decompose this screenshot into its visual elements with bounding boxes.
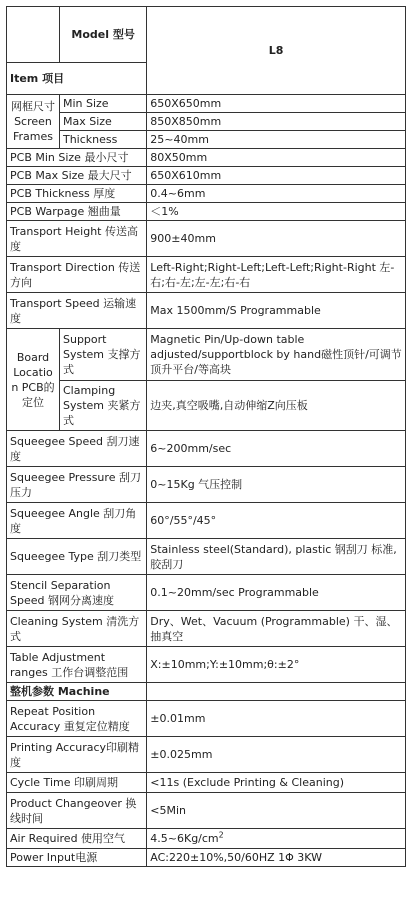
- clamping-system-label: Clamping System 夹紧方式: [59, 381, 146, 431]
- machine-section-empty: [147, 683, 406, 701]
- repeat-accuracy-value: ±0.01mm: [147, 701, 406, 737]
- squeegee-pressure-label: Squeegee Pressure 刮刀压力: [7, 467, 147, 503]
- model-label: Model 型号: [59, 7, 146, 63]
- cleaning-system-label: Cleaning System 清洗方式: [7, 611, 147, 647]
- squeegee-speed-value: 6~200mm/sec: [147, 431, 406, 467]
- screen-frame-min-label: Min Size: [59, 95, 146, 113]
- air-required-superscript: 2: [218, 830, 224, 840]
- cleaning-system-value: Dry、Wet、Vacuum (Programmable) 干、湿、抽真空: [147, 611, 406, 647]
- transport-row: [7, 257, 406, 293]
- air-required-value: 4.5~6Kg/cm: [150, 832, 219, 845]
- pcb-warpage-value: ＜1%: [147, 203, 406, 221]
- squeegee-pressure-value: 0~15Kg 气压控制: [147, 467, 406, 503]
- product-changeover-label: Product Changeover 换线时间: [7, 793, 147, 829]
- squeegee-row: [7, 647, 406, 683]
- board-location-row: [7, 381, 406, 431]
- printing-accuracy-value: ±0.025mm: [147, 737, 406, 773]
- item-label: Item 项目: [7, 63, 147, 95]
- header-corner: [7, 7, 60, 63]
- support-system-label: Support System 支撑方式: [59, 329, 146, 381]
- screen-frame-thickness-label: Thickness: [59, 131, 146, 149]
- screen-frames-label: 网框尺寸 Screen Frames: [7, 95, 60, 149]
- squeegee-row: [7, 503, 406, 539]
- squeegee-row: [7, 431, 406, 467]
- pcb-row: [7, 149, 406, 167]
- air-required-label: Air Required 使用空气: [7, 829, 147, 849]
- squeegee-type-value: Stainless steel(Standard), plastic 钢刮刀 标准,胶刮刀: [147, 539, 406, 575]
- squeegee-angle-label: Squeegee Angle 刮刀角度: [7, 503, 147, 539]
- spec-table: [6, 6, 406, 867]
- pcb-warpage-label: PCB Warpage 翘曲量: [7, 203, 147, 221]
- board-location-label: Board Location PCB的定位: [7, 329, 60, 431]
- transport-height-value: 900±40mm: [147, 221, 406, 257]
- stencil-separation-label: Stencil Separation Speed 钢网分离速度: [7, 575, 147, 611]
- machine-row: [7, 701, 406, 737]
- air-row: [7, 829, 406, 849]
- support-system-value: Magnetic Pin/Up-down table adjusted/supportblock by hand磁性顶针/可调节顶升平台/等高块: [147, 329, 406, 381]
- transport-speed-label: Transport Speed 运输速度: [7, 293, 147, 329]
- screen-frame-max-label: Max Size: [59, 113, 146, 131]
- machine-row: [7, 793, 406, 829]
- pcb-row: [7, 167, 406, 185]
- power-input-value: AC:220±10%,50/60HZ 1Φ 3KW: [147, 849, 406, 867]
- screen-frame-row: [7, 95, 406, 113]
- squeegee-row: [7, 467, 406, 503]
- screen-frame-max-value: 850X850mm: [147, 113, 406, 131]
- power-row: [7, 849, 406, 867]
- pcb-max-size-label: PCB Max Size 最大尺寸: [7, 167, 147, 185]
- pcb-min-size-label: PCB Min Size 最小尺寸: [7, 149, 147, 167]
- cycle-time-value: <11s (Exclude Printing & Cleaning): [147, 773, 406, 793]
- squeegee-row: [7, 611, 406, 647]
- machine-row: [7, 737, 406, 773]
- machine-row: [7, 773, 406, 793]
- screen-frame-row: [7, 113, 406, 131]
- screen-frame-thickness-value: 25~40mm: [147, 131, 406, 149]
- stencil-separation-value: 0.1~20mm/sec Programmable: [147, 575, 406, 611]
- header-row: [7, 7, 406, 63]
- pcb-thickness-value: 0.4~6mm: [147, 185, 406, 203]
- squeegee-row: [7, 539, 406, 575]
- spec-sheet: [6, 6, 406, 867]
- clamping-system-value: 边夹,真空吸嘴,自动伸缩Z向压板: [147, 381, 406, 431]
- repeat-accuracy-label: Repeat Position Accuracy 重复定位精度: [7, 701, 147, 737]
- pcb-max-size-value: 650X610mm: [147, 167, 406, 185]
- product-changeover-value: <5Min: [147, 793, 406, 829]
- pcb-thickness-label: PCB Thickness 厚度: [7, 185, 147, 203]
- squeegee-speed-label: Squeegee Speed 刮刀速度: [7, 431, 147, 467]
- power-input-label: Power Input电源: [7, 849, 147, 867]
- cycle-time-label: Cycle Time 印刷周期: [7, 773, 147, 793]
- squeegee-type-label: Squeegee Type 刮刀类型: [7, 539, 147, 575]
- transport-speed-value: Max 1500mm/S Programmable: [147, 293, 406, 329]
- transport-row: [7, 293, 406, 329]
- printing-accuracy-label: Printing Accuracy印刷精度: [7, 737, 147, 773]
- squeegee-angle-value: 60°/55°/45°: [147, 503, 406, 539]
- pcb-row: [7, 185, 406, 203]
- transport-row: [7, 221, 406, 257]
- transport-direction-label: Transport Direction 传送方向: [7, 257, 147, 293]
- model-value: L8: [147, 7, 406, 95]
- machine-section-title: 整机参数 Machine: [7, 683, 147, 701]
- pcb-min-size-value: 80X50mm: [147, 149, 406, 167]
- table-adjustment-label: Table Adjustment ranges 工作台调整范围: [7, 647, 147, 683]
- screen-frame-min-value: 650X650mm: [147, 95, 406, 113]
- air-required-cell: [147, 829, 406, 849]
- transport-direction-value: Left-Right;Right-Left;Left-Left;Right-Right 左-右;右-左;左-左;右-右: [147, 257, 406, 293]
- screen-frame-row: [7, 131, 406, 149]
- pcb-row: [7, 203, 406, 221]
- table-adjustment-value: X:±10mm;Y:±10mm;θ:±2°: [147, 647, 406, 683]
- board-location-row: [7, 329, 406, 381]
- squeegee-row: [7, 575, 406, 611]
- transport-height-label: Transport Height 传送高度: [7, 221, 147, 257]
- machine-section-row: [7, 683, 406, 701]
